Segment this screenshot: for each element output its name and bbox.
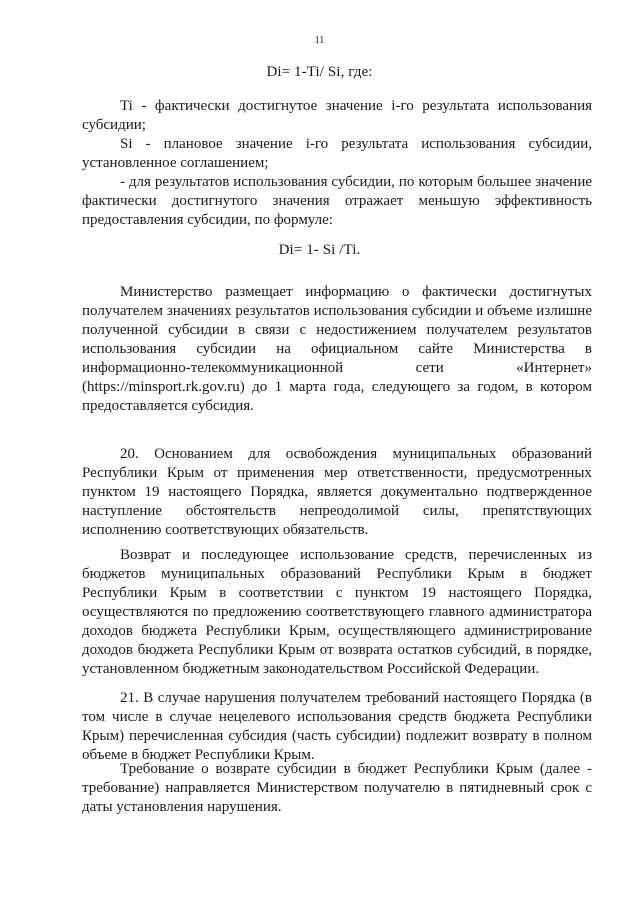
paragraph-return-text: Возврат и последующее использование средств, перечисленных из бюджетов муниципальных образований Республики Крым в бюджет Республики Крым в соответствии с пунктом 19 настоящего Порядка, осуществляются по предложению соответствующего главного администратора доходов бюджета Республики Крым, осуществляющего администрирование доходов бюджета Республики Крым от возврата остатков субсидий, в порядке, установленном бюджетным законодательством Российской Федерации. — [82, 547, 592, 677]
paragraph-demand — [82, 760, 592, 817]
paragraph-ministry-info — [82, 283, 592, 416]
paragraph-demand-text: Требование о возврате субсидии в бюджет Республики Крым (далее - требование) направляется Министерством получателю в пятидневный срок с даты установления нарушения. — [82, 761, 592, 815]
formula-di-inverse: Di= 1- Si /Ti. — [278, 242, 361, 258]
definition-ti: Ti - фактически достигнутое значение i-го результата использования субсидии; — [82, 98, 592, 133]
paragraph-21 — [82, 689, 592, 765]
paragraph-20-text: 20. Основанием для освобождения муниципальных образований Республики Крым от применения мер ответственности, предусмотренных пунктом 19 настоящего Порядка, является документально подтвержденное наступление обстоятельств непреодолимой силы, препятствующих исполнению соответствующих обязательств. — [82, 446, 592, 538]
paragraph-ministry-text: Министерство размещает информацию о фактически достигнутых получателем значениях результатов использования субсидии и объеме излишне полученной субсидии в связи с недостижением получателем результатов использования субсидии на официальном сайте Министерства в информационно-телекоммуникационной сети «Интернет» (https://minsport.rk.gov.ru) до 1 марта года, следующего за годом, в котором предоставляется субсидия. — [82, 284, 592, 414]
definitions-block — [82, 97, 592, 230]
paragraph-21-text: 21. В случае нарушения получателем требований настоящего Порядка (в том числе в случае нецелевого использования средств бюджета Республики Крым) перечисленная субсидия (часть субсидии) подлежит возврату в полном объеме в бюджет Республики Крым. — [82, 690, 592, 763]
formula-di-direct: Di= 1-Ti/ Si, где: — [266, 64, 373, 80]
paragraph-return-funds — [82, 546, 592, 679]
definition-inverse: - для результатов использования субсидии, по которым большее значение фактически достигнутого значения отражает меньшую эффективность предоставления субсидии, по формуле: — [82, 174, 592, 228]
definition-si: Si - плановое значение i-го результата использования субсидии, установленное соглашением; — [82, 136, 592, 171]
page-number: 11 — [314, 35, 325, 46]
paragraph-20 — [82, 445, 592, 540]
